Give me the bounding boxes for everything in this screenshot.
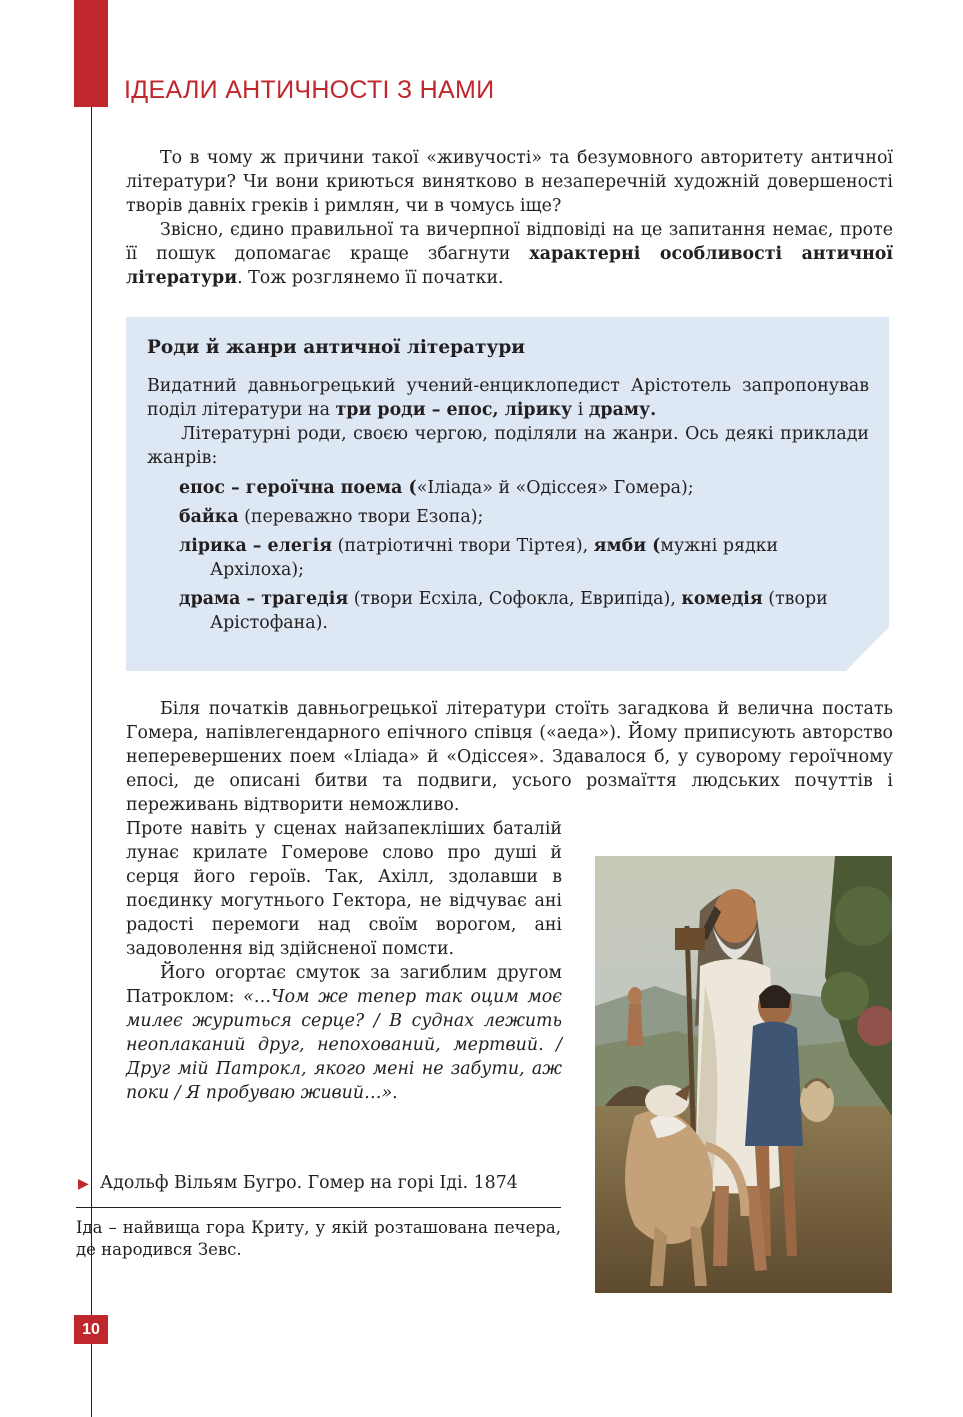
- genres-info-box: [126, 317, 889, 671]
- footnote: Іда – найвища гора Криту, у якій розташована печера, де народився Зевс.: [76, 1218, 561, 1259]
- genre-item-epic: епос – героїчна поема («Іліада» й «Одіссея» Гомера);: [179, 478, 694, 498]
- main-paragraph-1: Біля початків давньогрецької літератури стоїть загадкова й велична постать Гомера, напівлегендарного епічного співця («аеда»). Йому приписують авторство неперевершених поем «Іліада» й «Одіссея». Здавалося б, у суворому героїчному епосі, де описані битви та подвиги, усього розмаїття людських почуттів і переживань відтворити неможливо.: [126, 699, 893, 815]
- intro-paragraph-2: Звісно, єдино правильної та вичерпної відповіді на це запитання немає, проте її пошук допомагає краще збагнути характерні особливості античної літератури. Тож розглянемо її початки.: [126, 220, 894, 288]
- image-caption: [78, 1171, 558, 1196]
- painting-illustration: [595, 856, 892, 1293]
- main-paragraph-1-continued: Проте навіть у сценах найзапекліших баталій лунає крилате Гомерове слово про душі й серця його героїв. Так, Ахілл, здолавши в поєдинку могутнього Гектора, не відчуває ані радості перемоги над своїм ворогом, ані задоволення від здійсненої помсти.: [126, 819, 562, 959]
- genre-item-lyric: лірика – елегія (патріотичні твори Тіртея), ямби (мужні рядки Архілоха);: [179, 536, 779, 580]
- homer-painting-image: [595, 856, 892, 1293]
- genre-item-fable: байка (переважно твори Езопа);: [179, 507, 484, 527]
- main-paragraph-2: Його огортає смуток за загиблим другом Патроклом: «…Чом же тепер так оцим моє милеє журиться серце? / В суднах лежить неоплаканий друг, непохований, мертвий. / Друг мій Патрокл, якого мені не забути, аж поки / Я пробуваю живий…».: [126, 963, 562, 1103]
- page-number: 10: [74, 1315, 108, 1344]
- main-text-column: [126, 817, 562, 1105]
- caption-text: Адольф Вільям Бугро. Гомер на горі Іді. 1874: [100, 1173, 518, 1193]
- header-accent-bar: [74, 0, 108, 107]
- info-box-paragraph-2: Літературні роди, своєю чергою, поділяли на жанри. Ось деякі приклади жанрів:: [147, 424, 869, 468]
- info-box-paragraph-1: Видатний давньогрецький учений-енциклопедист Арістотель запропонував поділ літератури на три роди – епос, лірику і драму.: [147, 376, 869, 420]
- info-box-title: Роди й жанри античної літератури: [147, 337, 526, 358]
- caption-divider: [76, 1207, 561, 1208]
- intro-text: [126, 146, 893, 290]
- main-text: [126, 697, 893, 817]
- genre-item-drama: драма – трагедія (твори Есхіла, Софокла, Еврипіда), комедія (твори Арістофана).: [179, 589, 828, 633]
- section-title: ІДЕАЛИ АНТИЧНОСТІ З НАМИ: [124, 76, 495, 104]
- intro-paragraph-1: То в чому ж причини такої «живучості» та безумовного авторитету античної літератури? Чи вони криються винятково в незаперечній художній довершеності творів давніх греків і римлян, чи в чомусь іще?: [126, 148, 893, 216]
- genre-list: [179, 476, 869, 635]
- triangle-right-icon: ▶: [78, 1176, 89, 1192]
